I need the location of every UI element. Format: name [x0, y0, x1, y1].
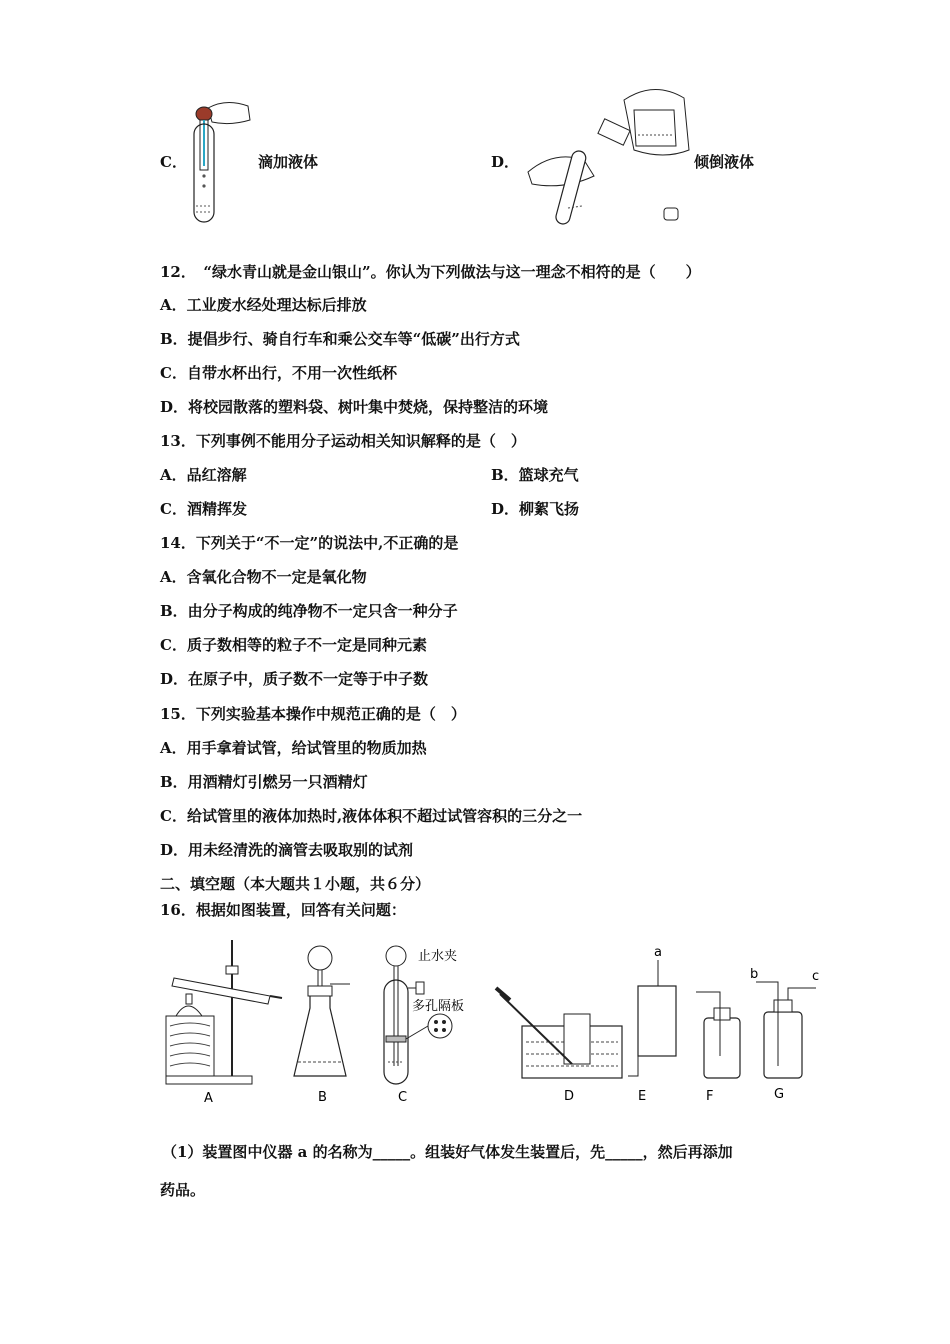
apparatus-g [756, 982, 816, 1078]
q12-option-a: A．工业废水经处理达标后排放 [160, 296, 367, 314]
apparatus-b [294, 946, 350, 1076]
q12-option-d: D．将校园散落的塑料袋、树叶集中焚烧，保持整洁的环境 [160, 398, 549, 416]
apparatus-label-e: E [638, 1089, 647, 1104]
label-water-clip: 止水夹 [418, 949, 458, 964]
q13-stem: 13．下列事例不能用分子运动相关知识解释的是（ ） [160, 432, 526, 450]
q14-option-a: A．含氧化合物不一定是氧化物 [160, 568, 367, 586]
section-heading: 二、填空题（本大题共１小题，共６分） [160, 875, 431, 893]
q16-stem: 16．根据如图装置，回答有关问题： [160, 901, 406, 919]
q13-option-d: D．柳絮飞扬 [491, 500, 580, 518]
label-c: c [812, 969, 820, 984]
q14-option-d: D．在原子中，质子数不一定等于中子数 [160, 670, 429, 688]
apparatus-label-d: D [564, 1089, 575, 1104]
apparatus-label-a: A [204, 1091, 213, 1106]
label-a: a [654, 945, 662, 960]
q12-stem: 12． “绿水青山就是金山银山”。你认为下列做法与这一理念不相符的是（ ） [160, 263, 701, 281]
q12-option-b: B．提倡步行、骑自行车和乘公交车等“低碳”出行方式 [160, 330, 520, 348]
apparatus-label-b: B [318, 1090, 327, 1105]
label-porous-plate: 多孔隔板 [412, 999, 465, 1014]
q15-option-c: C．给试管里的液体加热时,液体体积不超过试管容积的三分之一 [160, 807, 583, 825]
apparatus-e [628, 960, 676, 1076]
q14-stem: 14．下列关于“不一定”的说法中,不正确的是 [160, 534, 459, 552]
apparatus-label-g: G [774, 1087, 785, 1102]
q11-option-c-text: 滴加液体 [258, 153, 319, 171]
q13-option-b: B．篮球充气 [491, 466, 579, 484]
q16-sub1-line1: （1）装置图中仪器 a 的名称为_____。组装好气体发生装置后，先_____，然后再添加 [162, 1143, 733, 1161]
q16-sub1-line2: 药品。 [160, 1181, 206, 1199]
apparatus-label-f: F [706, 1089, 714, 1104]
q15-option-a: A．用手拿着试管，给试管里的物质加热 [160, 739, 427, 757]
apparatus-c [384, 946, 452, 1084]
apparatus-figure [160, 936, 830, 1111]
q15-option-d: D．用未经清洗的滴管去吸取别的试剂 [160, 841, 414, 859]
q12-option-c: C．自带水杯出行，不用一次性纸杯 [160, 364, 397, 382]
q13-option-c: C．酒精挥发 [160, 500, 247, 518]
q14-option-c: C．质子数相等的粒子不一定是同种元素 [160, 636, 427, 654]
q11-option-d-text: 倾倒液体 [694, 153, 755, 171]
q11-option-c-letter: C． [160, 153, 187, 171]
dropper-illustration [186, 96, 256, 226]
q11-option-d-letter: D． [491, 153, 520, 171]
apparatus-a [166, 940, 282, 1084]
apparatus-f [696, 992, 740, 1078]
q15-option-b: B．用酒精灯引燃另一只酒精灯 [160, 773, 368, 791]
label-b: b [750, 967, 759, 982]
apparatus-d [496, 988, 622, 1078]
pouring-illustration [524, 80, 694, 230]
q15-stem: 15．下列实验基本操作中规范正确的是（ ） [160, 705, 466, 723]
q13-option-a: A．品红溶解 [160, 466, 247, 484]
q14-option-b: B．由分子构成的纯净物不一定只含一种分子 [160, 602, 458, 620]
apparatus-label-c: C [398, 1090, 408, 1105]
